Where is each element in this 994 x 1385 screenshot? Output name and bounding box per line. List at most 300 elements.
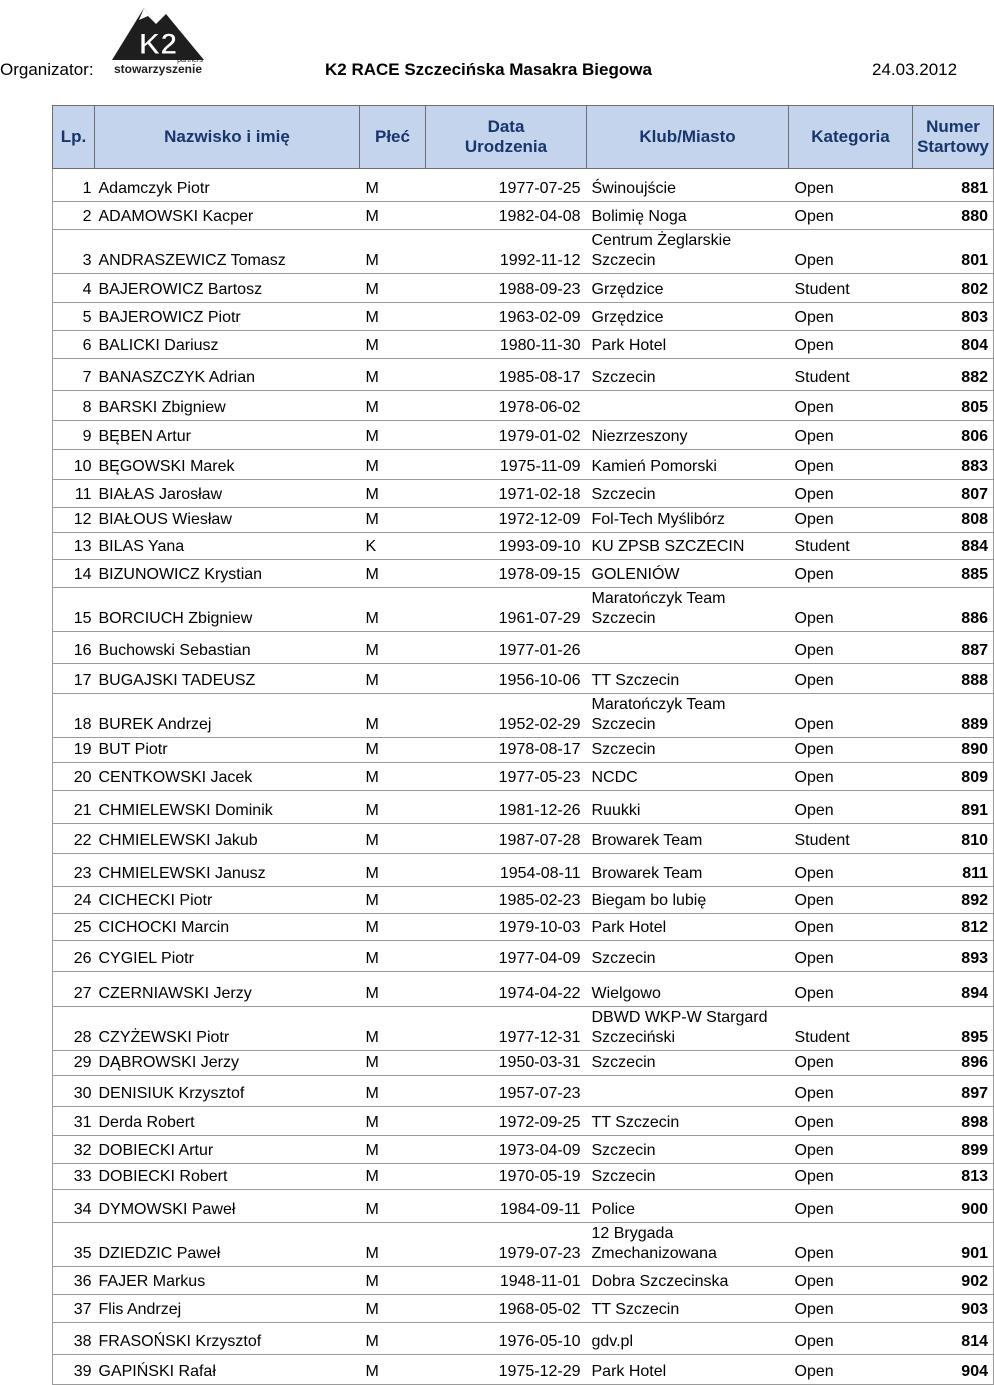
- cell-sex: M: [360, 587, 426, 631]
- cell-category: Open: [789, 1050, 913, 1075]
- cell-club: TT Szczecin: [587, 663, 789, 693]
- cell-birthdate: 1968-05-02: [426, 1294, 587, 1322]
- cell-category: Open: [789, 1075, 913, 1106]
- cell-birthdate: 1954-08-11: [426, 853, 587, 886]
- cell-sex: M: [360, 762, 426, 790]
- cell-sex: M: [360, 1135, 426, 1163]
- cell-lp: 21: [53, 790, 95, 823]
- cell-category: Open: [789, 940, 913, 971]
- cell-birthdate: 1977-04-09: [426, 940, 587, 971]
- cell-sex: M: [360, 823, 426, 853]
- cell-sex: M: [360, 273, 426, 302]
- cell-lp: 23: [53, 853, 95, 886]
- cell-number: 806: [913, 420, 994, 449]
- table-row: [53, 330, 994, 358]
- cell-name: BĘGOWSKI Marek: [95, 449, 360, 479]
- cell-sex: M: [360, 1163, 426, 1189]
- cell-number: 808: [913, 507, 994, 532]
- cell-category: Open: [789, 229, 913, 273]
- cell-name: BUT Piotr: [95, 737, 360, 762]
- cell-name: CENTKOWSKI Jacek: [95, 762, 360, 790]
- cell-name: CHMIELEWSKI Dominik: [95, 790, 360, 823]
- cell-number: 807: [913, 479, 994, 507]
- cell-number: 882: [913, 358, 994, 390]
- cell-name: Derda Robert: [95, 1106, 360, 1135]
- table-row: [53, 1266, 994, 1294]
- cell-lp: 12: [53, 507, 95, 532]
- cell-number: 811: [913, 853, 994, 886]
- cell-sex: M: [360, 559, 426, 587]
- cell-birthdate: 1971-02-18: [426, 479, 587, 507]
- cell-sex: M: [360, 913, 426, 940]
- cell-name: BARSKI Zbigniew: [95, 390, 360, 420]
- cell-name: CYGIEL Piotr: [95, 940, 360, 971]
- cell-club: Centrum Żeglarskie Szczecin: [587, 229, 789, 273]
- cell-lp: 17: [53, 663, 95, 693]
- table-row: [53, 1222, 994, 1266]
- table-row: [53, 663, 994, 693]
- cell-lp: 29: [53, 1050, 95, 1075]
- cell-club: gdv.pl: [587, 1322, 789, 1354]
- cell-club: Park Hotel: [587, 330, 789, 358]
- cell-category: Open: [789, 737, 913, 762]
- cell-club: KU ZPSB SZCZECIN: [587, 532, 789, 559]
- cell-sex: M: [360, 1050, 426, 1075]
- cell-name: CZYŻEWSKI Piotr: [95, 1006, 360, 1050]
- cell-category: Open: [789, 330, 913, 358]
- header-lp: Lp.: [53, 106, 95, 169]
- cell-birthdate: 1987-07-28: [426, 823, 587, 853]
- table-row: [53, 358, 994, 390]
- cell-birthdate: 1984-09-11: [426, 1189, 587, 1222]
- cell-birthdate: 1952-02-29: [426, 693, 587, 737]
- header-club: Klub/Miasto: [587, 106, 789, 169]
- cell-lp: 28: [53, 1006, 95, 1050]
- cell-category: Open: [789, 913, 913, 940]
- cell-category: Open: [789, 449, 913, 479]
- cell-name: Flis Andrzej: [95, 1294, 360, 1322]
- table-row: [53, 971, 994, 1006]
- cell-sex: M: [360, 1294, 426, 1322]
- table-row: [53, 1322, 994, 1354]
- cell-category: Open: [789, 1322, 913, 1354]
- cell-sex: M: [360, 449, 426, 479]
- cell-name: BAJEROWICZ Piotr: [95, 302, 360, 330]
- cell-lp: 13: [53, 532, 95, 559]
- cell-birthdate: 1979-01-02: [426, 420, 587, 449]
- table-row: [53, 1050, 994, 1075]
- cell-club: Niezrzeszony: [587, 420, 789, 449]
- cell-birthdate: 1982-04-08: [426, 201, 587, 229]
- cell-lp: 14: [53, 559, 95, 587]
- cell-number: 881: [913, 173, 994, 201]
- cell-number: 896: [913, 1050, 994, 1075]
- cell-birthdate: 1973-04-09: [426, 1135, 587, 1163]
- cell-sex: M: [360, 1106, 426, 1135]
- logo-stowarzyszenie-text: stowarzyszenie: [113, 62, 203, 76]
- table-row: [53, 762, 994, 790]
- cell-sex: M: [360, 631, 426, 663]
- table-row: [53, 693, 994, 737]
- cell-category: Open: [789, 886, 913, 913]
- cell-lp: 32: [53, 1135, 95, 1163]
- cell-name: ANDRASZEWICZ Tomasz: [95, 229, 360, 273]
- cell-number: 883: [913, 449, 994, 479]
- cell-birthdate: 1974-04-22: [426, 971, 587, 1006]
- cell-lp: 4: [53, 273, 95, 302]
- cell-name: BUGAJSKI TADEUSZ: [95, 663, 360, 693]
- table-row: [53, 913, 994, 940]
- cell-birthdate: 1978-06-02: [426, 390, 587, 420]
- cell-number: 810: [913, 823, 994, 853]
- cell-lp: 22: [53, 823, 95, 853]
- cell-birthdate: 1981-12-26: [426, 790, 587, 823]
- cell-category: Open: [789, 1189, 913, 1222]
- table-row: [53, 737, 994, 762]
- table-row: [53, 559, 994, 587]
- cell-sex: M: [360, 790, 426, 823]
- cell-sex: M: [360, 1322, 426, 1354]
- cell-category: Student: [789, 273, 913, 302]
- cell-club: NCDC: [587, 762, 789, 790]
- cell-club: Szczecin: [587, 358, 789, 390]
- cell-birthdate: 1988-09-23: [426, 273, 587, 302]
- cell-sex: M: [360, 390, 426, 420]
- cell-sex: M: [360, 1222, 426, 1266]
- cell-name: BAJEROWICZ Bartosz: [95, 273, 360, 302]
- cell-sex: M: [360, 229, 426, 273]
- cell-number: 901: [913, 1222, 994, 1266]
- cell-birthdate: 1985-08-17: [426, 358, 587, 390]
- cell-sex: M: [360, 886, 426, 913]
- cell-club: Szczecin: [587, 1163, 789, 1189]
- cell-sex: M: [360, 853, 426, 886]
- cell-sex: M: [360, 358, 426, 390]
- cell-sex: M: [360, 479, 426, 507]
- cell-club: TT Szczecin: [587, 1106, 789, 1135]
- cell-number: 801: [913, 229, 994, 273]
- cell-name: BIAŁAS Jarosław: [95, 479, 360, 507]
- cell-number: 884: [913, 532, 994, 559]
- cell-number: 891: [913, 790, 994, 823]
- cell-birthdate: 1948-11-01: [426, 1266, 587, 1294]
- cell-birthdate: 1985-02-23: [426, 886, 587, 913]
- cell-category: Open: [789, 173, 913, 201]
- cell-name: DĄBROWSKI Jerzy: [95, 1050, 360, 1075]
- cell-club: Szczecin: [587, 1050, 789, 1075]
- cell-club: Biegam bo lubię: [587, 886, 789, 913]
- cell-club: Dobra Szczecinska: [587, 1266, 789, 1294]
- cell-number: 903: [913, 1294, 994, 1322]
- cell-number: 904: [913, 1354, 994, 1384]
- cell-category: Open: [789, 1354, 913, 1384]
- cell-name: ADAMOWSKI Kacper: [95, 201, 360, 229]
- cell-category: Open: [789, 762, 913, 790]
- cell-category: Open: [789, 201, 913, 229]
- cell-sex: K: [360, 532, 426, 559]
- cell-category: Open: [789, 790, 913, 823]
- table-row: [53, 1006, 994, 1050]
- cell-number: 809: [913, 762, 994, 790]
- cell-club: DBWD WKP-W Stargard Szczeciński: [587, 1006, 789, 1050]
- cell-lp: 25: [53, 913, 95, 940]
- cell-lp: 19: [53, 737, 95, 762]
- cell-name: DOBIECKI Robert: [95, 1163, 360, 1189]
- cell-number: 814: [913, 1322, 994, 1354]
- cell-category: Open: [789, 663, 913, 693]
- cell-name: GAPIŃSKI Rafał: [95, 1354, 360, 1384]
- cell-club: Fol-Tech Myślibórz: [587, 507, 789, 532]
- cell-club: [587, 390, 789, 420]
- cell-club: Kamień Pomorski: [587, 449, 789, 479]
- cell-birthdate: 1977-12-31: [426, 1006, 587, 1050]
- table-row: [53, 201, 994, 229]
- cell-birthdate: 1978-08-17: [426, 737, 587, 762]
- table-row: [53, 886, 994, 913]
- cell-birthdate: 1961-07-29: [426, 587, 587, 631]
- logo-k2-text: K2: [138, 28, 178, 61]
- cell-club: [587, 631, 789, 663]
- cell-birthdate: 1979-10-03: [426, 913, 587, 940]
- header-birthdate: Data Urodzenia: [426, 106, 587, 169]
- table-row: [53, 273, 994, 302]
- table-row: [53, 1135, 994, 1163]
- cell-lp: 11: [53, 479, 95, 507]
- table-row: [53, 1075, 994, 1106]
- participants-body: [53, 173, 994, 1384]
- table-row: [53, 390, 994, 420]
- cell-lp: 38: [53, 1322, 95, 1354]
- cell-name: CZERNIAWSKI Jerzy: [95, 971, 360, 1006]
- cell-name: Buchowski Sebastian: [95, 631, 360, 663]
- cell-name: Adamczyk Piotr: [95, 173, 360, 201]
- cell-sex: M: [360, 1189, 426, 1222]
- header-category: Kategoria: [789, 106, 913, 169]
- cell-club: Wielgowo: [587, 971, 789, 1006]
- cell-number: 880: [913, 201, 994, 229]
- cell-name: BĘBEN Artur: [95, 420, 360, 449]
- cell-name: BALICKI Dariusz: [95, 330, 360, 358]
- cell-club: GOLENIÓW: [587, 559, 789, 587]
- table-row: [53, 1163, 994, 1189]
- table-row: [53, 479, 994, 507]
- table-row: [53, 1294, 994, 1322]
- cell-category: Open: [789, 390, 913, 420]
- cell-category: Student: [789, 1006, 913, 1050]
- cell-birthdate: 1980-11-30: [426, 330, 587, 358]
- cell-club: Park Hotel: [587, 913, 789, 940]
- cell-club: Park Hotel: [587, 1354, 789, 1384]
- cell-birthdate: 1976-05-10: [426, 1322, 587, 1354]
- cell-sex: M: [360, 940, 426, 971]
- cell-category: Open: [789, 1135, 913, 1163]
- cell-lp: 36: [53, 1266, 95, 1294]
- table-row: [53, 173, 994, 201]
- cell-category: Open: [789, 631, 913, 663]
- cell-number: 894: [913, 971, 994, 1006]
- cell-number: 888: [913, 663, 994, 693]
- cell-birthdate: 1972-09-25: [426, 1106, 587, 1135]
- cell-lp: 27: [53, 971, 95, 1006]
- cell-name: DYMOWSKI Paweł: [95, 1189, 360, 1222]
- cell-category: Open: [789, 587, 913, 631]
- cell-name: FRASOŃSKI Krzysztof: [95, 1322, 360, 1354]
- cell-lp: 8: [53, 390, 95, 420]
- cell-club: Ruukki: [587, 790, 789, 823]
- cell-number: 812: [913, 913, 994, 940]
- cell-category: Open: [789, 1294, 913, 1322]
- table-row: [53, 449, 994, 479]
- cell-sex: M: [360, 173, 426, 201]
- cell-club: Szczecin: [587, 737, 789, 762]
- cell-category: Open: [789, 853, 913, 886]
- table-row: [53, 229, 994, 273]
- table-row: [53, 1189, 994, 1222]
- cell-category: Student: [789, 358, 913, 390]
- cell-club: 12 Brygada Zmechanizowana: [587, 1222, 789, 1266]
- cell-category: Open: [789, 1222, 913, 1266]
- cell-name: BIAŁOUS Wiesław: [95, 507, 360, 532]
- cell-birthdate: 1992-11-12: [426, 229, 587, 273]
- cell-birthdate: 1957-07-23: [426, 1075, 587, 1106]
- cell-name: DZIEDZIC Paweł: [95, 1222, 360, 1266]
- race-date: 24.03.2012: [872, 60, 958, 79]
- cell-name: BUREK Andrzej: [95, 693, 360, 737]
- cell-club: Grzędzice: [587, 273, 789, 302]
- table-row: [53, 823, 994, 853]
- cell-birthdate: 1975-11-09: [426, 449, 587, 479]
- cell-number: 813: [913, 1163, 994, 1189]
- cell-lp: 16: [53, 631, 95, 663]
- cell-sex: M: [360, 1354, 426, 1384]
- cell-birthdate: 1972-12-09: [426, 507, 587, 532]
- cell-name: BIZUNOWICZ Krystian: [95, 559, 360, 587]
- cell-category: Open: [789, 693, 913, 737]
- cell-birthdate: 1950-03-31: [426, 1050, 587, 1075]
- cell-club: [587, 1075, 789, 1106]
- cell-sex: M: [360, 1006, 426, 1050]
- cell-number: 802: [913, 273, 994, 302]
- cell-sex: M: [360, 737, 426, 762]
- table-row: [53, 420, 994, 449]
- cell-name: BORCIUCH Zbigniew: [95, 587, 360, 631]
- cell-number: 892: [913, 886, 994, 913]
- cell-number: 897: [913, 1075, 994, 1106]
- table-row: [53, 631, 994, 663]
- cell-birthdate: 1993-09-10: [426, 532, 587, 559]
- cell-club: Świnoujście: [587, 173, 789, 201]
- logo-partners-text: partners: [177, 57, 203, 64]
- cell-lp: 15: [53, 587, 95, 631]
- cell-club: Police: [587, 1189, 789, 1222]
- cell-number: 899: [913, 1135, 994, 1163]
- cell-sex: M: [360, 663, 426, 693]
- cell-lp: 33: [53, 1163, 95, 1189]
- table-row: [53, 532, 994, 559]
- cell-lp: 5: [53, 302, 95, 330]
- table-row: [53, 790, 994, 823]
- participants-table: [52, 105, 994, 1385]
- cell-sex: M: [360, 201, 426, 229]
- table-row: [53, 1354, 994, 1384]
- table-row: [53, 1106, 994, 1135]
- cell-lp: 9: [53, 420, 95, 449]
- cell-number: 902: [913, 1266, 994, 1294]
- cell-birthdate: 1963-02-09: [426, 302, 587, 330]
- cell-club: Szczecin: [587, 1135, 789, 1163]
- cell-lp: 35: [53, 1222, 95, 1266]
- cell-category: Open: [789, 420, 913, 449]
- cell-lp: 31: [53, 1106, 95, 1135]
- cell-lp: 26: [53, 940, 95, 971]
- cell-category: Open: [789, 1163, 913, 1189]
- cell-lp: 34: [53, 1189, 95, 1222]
- cell-category: Open: [789, 479, 913, 507]
- cell-number: 887: [913, 631, 994, 663]
- table-row: [53, 587, 994, 631]
- cell-club: Szczecin: [587, 479, 789, 507]
- k2-logo: [104, 2, 212, 76]
- cell-birthdate: 1977-01-26: [426, 631, 587, 663]
- cell-name: CHMIELEWSKI Jakub: [95, 823, 360, 853]
- cell-sex: M: [360, 693, 426, 737]
- table-row: [53, 940, 994, 971]
- cell-sex: M: [360, 507, 426, 532]
- cell-lp: 3: [53, 229, 95, 273]
- cell-name: DOBIECKI Artur: [95, 1135, 360, 1163]
- organizer-label: Organizator:: [0, 60, 94, 79]
- cell-number: 900: [913, 1189, 994, 1222]
- cell-category: Open: [789, 507, 913, 532]
- cell-lp: 10: [53, 449, 95, 479]
- cell-lp: 39: [53, 1354, 95, 1384]
- cell-category: Student: [789, 532, 913, 559]
- cell-sex: M: [360, 1075, 426, 1106]
- cell-category: Student: [789, 823, 913, 853]
- cell-sex: M: [360, 302, 426, 330]
- cell-club: TT Szczecin: [587, 1294, 789, 1322]
- cell-birthdate: 1979-07-23: [426, 1222, 587, 1266]
- cell-lp: 1: [53, 173, 95, 201]
- table-row: [53, 302, 994, 330]
- race-title: K2 RACE Szczecińska Masakra Biegowa: [325, 60, 652, 79]
- cell-lp: 6: [53, 330, 95, 358]
- cell-number: 805: [913, 390, 994, 420]
- table-row: [53, 853, 994, 886]
- cell-sex: M: [360, 330, 426, 358]
- cell-club: Bolimię Noga: [587, 201, 789, 229]
- cell-number: 895: [913, 1006, 994, 1050]
- cell-category: Open: [789, 1266, 913, 1294]
- cell-club: Grzędzice: [587, 302, 789, 330]
- cell-sex: M: [360, 971, 426, 1006]
- header-sex: Płeć: [360, 106, 426, 169]
- cell-number: 890: [913, 737, 994, 762]
- cell-club: Szczecin: [587, 940, 789, 971]
- cell-number: 898: [913, 1106, 994, 1135]
- cell-name: BANASZCZYK Adrian: [95, 358, 360, 390]
- cell-club: Browarek Team: [587, 853, 789, 886]
- header-name: Nazwisko i imię: [95, 106, 360, 169]
- cell-category: Open: [789, 559, 913, 587]
- cell-birthdate: 1970-05-19: [426, 1163, 587, 1189]
- cell-lp: 20: [53, 762, 95, 790]
- cell-name: CHMIELEWSKI Janusz: [95, 853, 360, 886]
- cell-name: CICHECKI Piotr: [95, 886, 360, 913]
- cell-category: Open: [789, 1106, 913, 1135]
- cell-lp: 30: [53, 1075, 95, 1106]
- cell-lp: 37: [53, 1294, 95, 1322]
